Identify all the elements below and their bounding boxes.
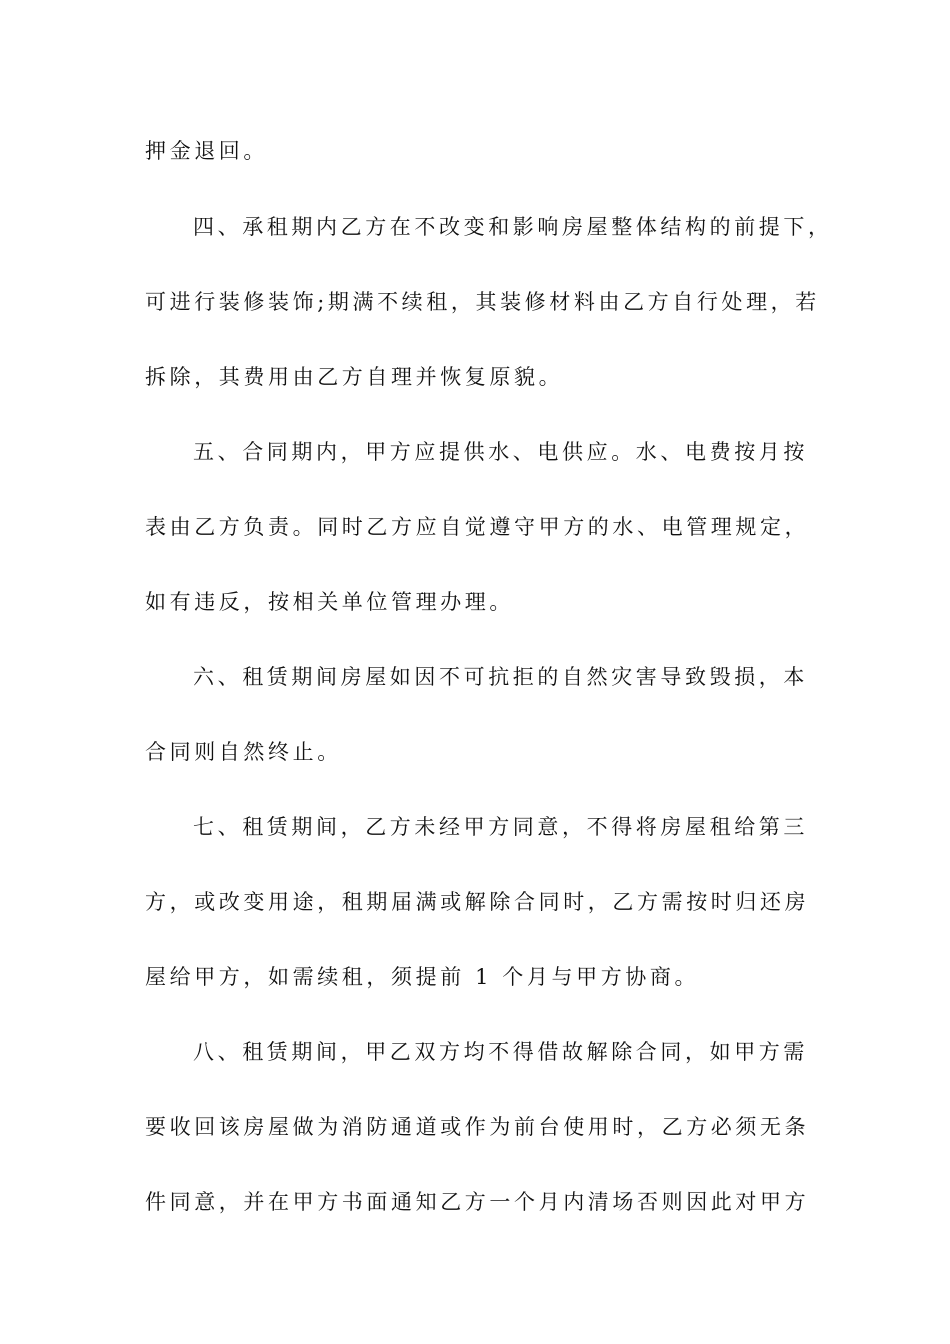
paragraph-line: 拆除，其费用由乙方自理并恢复原貌。 <box>145 365 564 389</box>
clause-4-heading-line: 四、承租期内乙方在不改变和影响房屋整体结构的前提下， <box>193 215 833 239</box>
paragraph-line: 方，或改变用途，租期届满或解除合同时，乙方需按时归还房 <box>145 890 810 914</box>
paragraph-line: 要收回该房屋做为消防通道或作为前台使用时，乙方必须无条 <box>145 1115 810 1139</box>
paragraph-line: 如有违反，按相关单位管理办理。 <box>145 590 514 614</box>
clause-8-heading-line: 八、租赁期间，甲乙双方均不得借故解除合同，如甲方需 <box>193 1040 808 1064</box>
paragraph-line: 押金退回。 <box>145 139 268 163</box>
clause-6-heading-line: 六、租赁期间房屋如因不可抗拒的自然灾害导致毁损，本 <box>193 665 808 689</box>
paragraph-line: 可进行装修装饰;期满不续租，其装修材料由乙方自行处理，若 <box>145 290 820 314</box>
paragraph-line: 件同意，并在甲方书面通知乙方一个月内清场否则因此对甲方 <box>145 1190 810 1214</box>
paragraph-line: 屋给甲方，如需续租，须提前 1 个月与甲方协商。 <box>145 965 700 989</box>
paragraph-line: 表由乙方负责。同时乙方应自觉遵守甲方的水、电管理规定， <box>145 515 810 539</box>
clause-7-heading-line: 七、租赁期间，乙方未经甲方同意，不得将房屋租给第三 <box>193 815 808 839</box>
paragraph-line: 合同则自然终止。 <box>145 740 342 764</box>
clause-5-heading-line: 五、合同期内，甲方应提供水、电供应。水、电费按月按 <box>193 440 808 464</box>
